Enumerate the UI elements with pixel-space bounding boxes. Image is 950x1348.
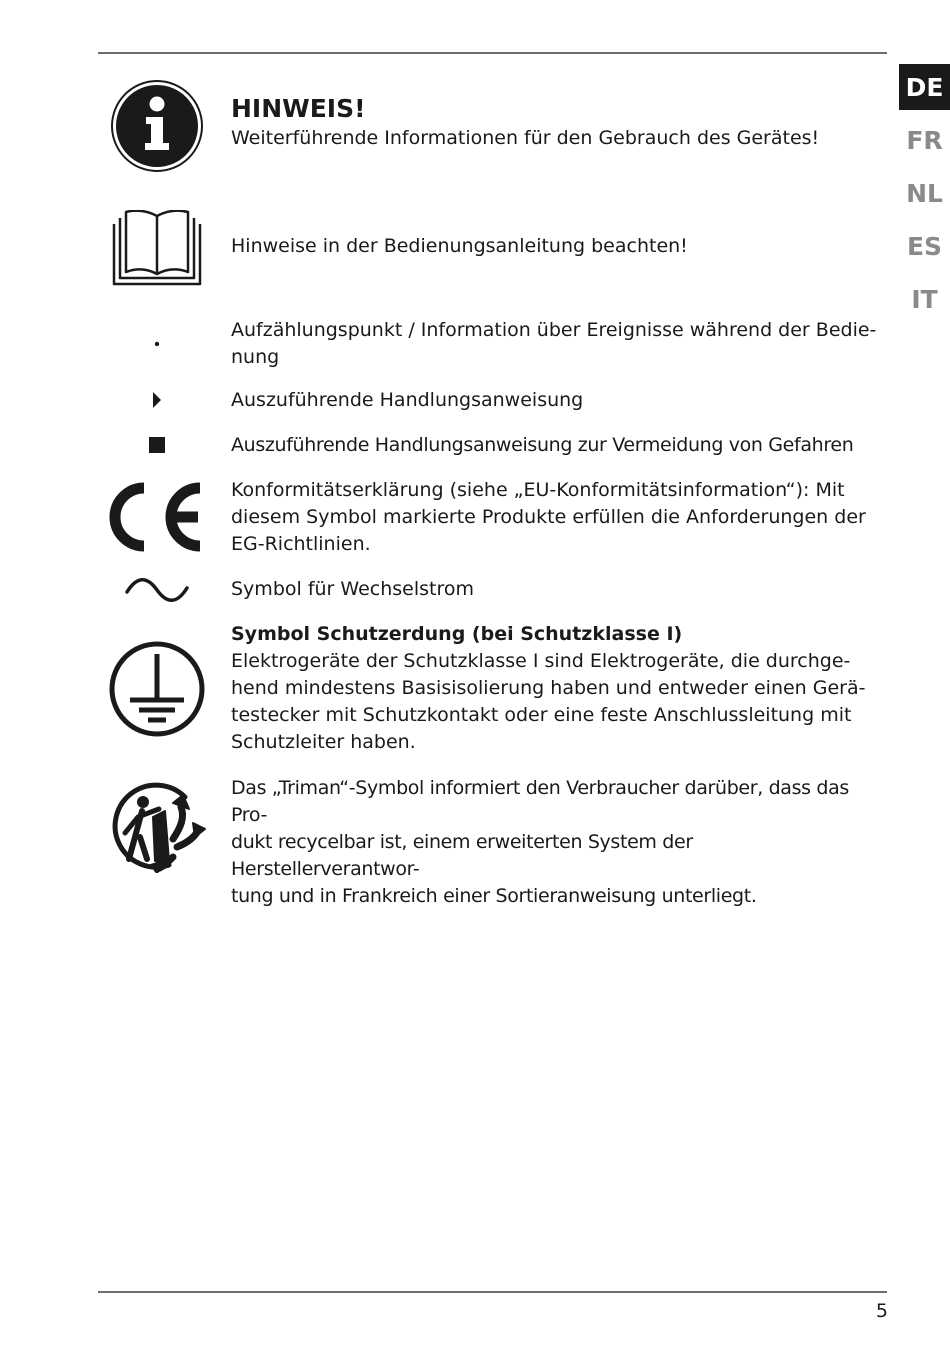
bullet-dot-icon bbox=[98, 340, 216, 348]
language-tab-es[interactable]: ES bbox=[906, 231, 943, 261]
open-book-icon bbox=[98, 210, 216, 286]
ac-text: Symbol für Wechselstrom bbox=[231, 578, 474, 600]
info-circle-icon bbox=[98, 79, 216, 173]
language-tab-fr[interactable]: FR bbox=[906, 125, 943, 155]
manual-text: Hinweise in der Bedienungsanleitung beachten! bbox=[231, 235, 688, 257]
triman-text-line-3: tung und in Frankreich einer Sortieranweisung unterliegt. bbox=[231, 885, 757, 907]
ground-text-line-3: testecker mit Schutzkontakt oder eine feste Anschlussleitung mit bbox=[231, 704, 852, 726]
hinweis-title: HINWEIS! bbox=[231, 94, 366, 123]
ground-text-line-4: Schutzleiter haben. bbox=[231, 731, 416, 753]
language-tabs bbox=[899, 64, 950, 329]
ground-text-line-2: hend mindestens Basisisolierung haben und entweder einen Gerä- bbox=[231, 677, 866, 699]
protective-earth-icon bbox=[98, 640, 216, 738]
language-tab-it[interactable]: IT bbox=[911, 284, 938, 314]
page-number: 5 bbox=[875, 1300, 888, 1322]
ce-mark-icon bbox=[98, 482, 216, 552]
ground-title: Symbol Schutzerdung (bei Schutzklasse I) bbox=[231, 623, 683, 645]
alternating-current-icon bbox=[98, 578, 216, 602]
ce-text-line-1: Konformitätserklärung (siehe „EU-Konformitätsinformation“): Mit bbox=[231, 479, 845, 501]
ce-text-line-3: EG-Richtlinien. bbox=[231, 533, 371, 555]
instruction-text: Auszuführende Handlungsanweisung bbox=[231, 389, 584, 411]
language-tab-de[interactable]: DE bbox=[899, 64, 950, 110]
language-tab-nl[interactable]: NL bbox=[906, 178, 943, 208]
hinweis-text: Weiterführende Informationen für den Gebrauch des Gerätes! bbox=[231, 127, 820, 149]
top-rule bbox=[98, 52, 887, 54]
triangle-right-icon bbox=[98, 392, 216, 408]
bullet-text-line-2: nung bbox=[231, 346, 280, 368]
triman-text-line-1: Das „Triman“-Symbol informiert den Verbraucher darüber, dass das Pro- bbox=[231, 777, 849, 826]
triman-text-line-2: dukt recycelbar ist, einem erweiterten System der Herstellerverantwor- bbox=[231, 831, 693, 880]
triman-recycling-icon bbox=[98, 781, 216, 873]
bottom-rule bbox=[98, 1291, 887, 1293]
bullet-text-line-1: Aufzählungspunkt / Information über Ereignisse während der Bedie- bbox=[231, 319, 877, 341]
danger-instruction-text: Auszuführende Handlungsanweisung zur Vermeidung von Gefahren bbox=[231, 434, 854, 456]
ground-text-line-1: Elektrogeräte der Schutzklasse I sind Elektrogeräte, die durchge- bbox=[231, 650, 851, 672]
ce-text-line-2: diesem Symbol markierte Produkte erfüllen die Anforderungen der bbox=[231, 506, 866, 528]
black-square-icon bbox=[98, 437, 216, 453]
